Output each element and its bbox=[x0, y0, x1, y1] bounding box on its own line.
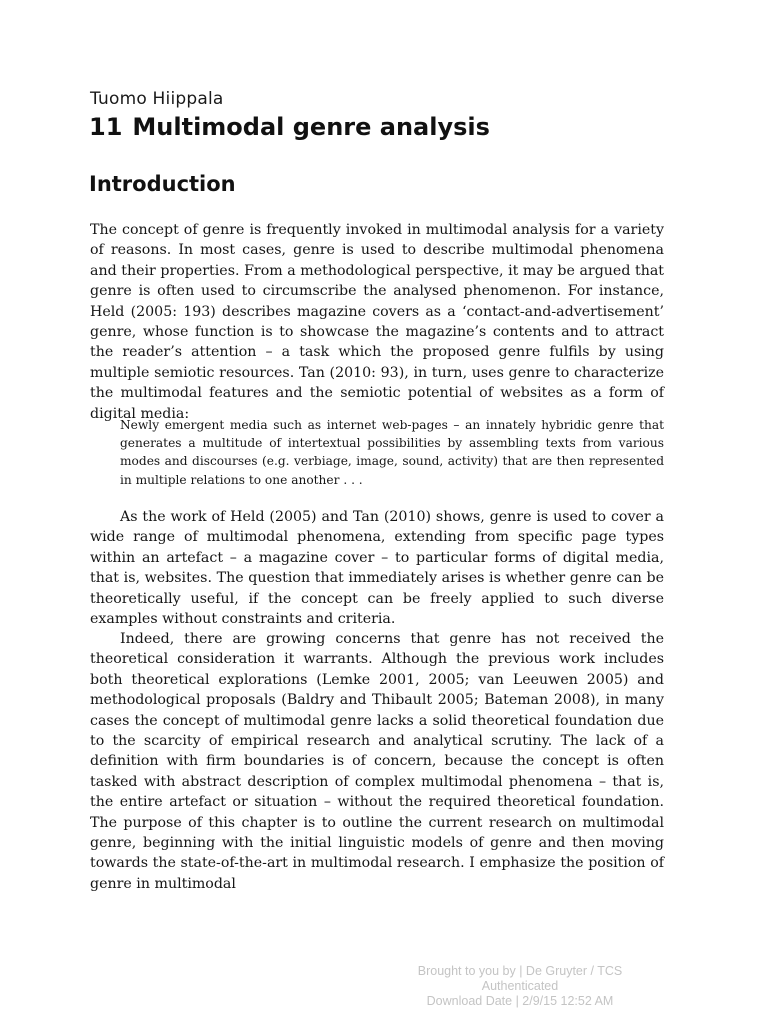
paragraph-3: Indeed, there are growing concerns that genre has not received the theoretical consideration it warrants. Although the previous work includes both theoretical explorations (Lemke 2001, 2005; van Leeuwen 2005) and methodological proposals (Baldry and Thibault 2005; Bateman 2008), in many cases the concept of multimodal genre lacks a solid theoretical foundation due to the scarcity of empirical research and analytical scrutiny. The lack of a definition with firm boundaries is of concern, because the concept is often tasked with abstract description of complex multimodal phenomena – that is, the entire artefact or situation – without the required theoretical foundation. The purpose of this chapter is to outline the current research on multimodal genre, beginning with the initial linguistic models of genre and then moving towards the state-of-the-art in multimodal research. I emphasize the position of genre in multimodal bbox=[90, 631, 664, 892]
paragraph-2: As the work of Held (2005) and Tan (2010) shows, genre is used to cover a wide range of multimodal phenomena, extending from specific page types within an artefact – a magazine cover – to particular forms of digital media, that is, websites. The question that immediately arises is whether genre can be theoretically useful, if the concept can be freely applied to such diverse examples without constraints and criteria. bbox=[90, 509, 664, 628]
block-quote: Newly emergent media such as internet web-pages – an innately hybridic genre that generates a multitude of intertextual possibilities by assembling texts from various modes and discourses (e.g. verbiage, image, sound, activity) that are then represented in multiple relations to one another . . . bbox=[120, 418, 664, 487]
paragraph-1: The concept of genre is frequently invoked in multimodal analysis for a variety of reasons. In most cases, genre is used to describe multimodal phenomena and their properties. From a methodological perspective, it may be argued that genre is often used to circumscribe the analysed phenomenon. For instance, Held (2005: 193) describes magazine covers as a ‘contact-and-advertisement’ genre, whose function is to showcase the magazine’s contents and to attract the reader’s attention – a task which the proposed genre fulfils by using multiple semiotic resources. Tan (2010: 93), in turn, uses genre to characterize the multimodal features and the semiotic potential of websites as a form of digital media: bbox=[90, 222, 664, 422]
chapter-title-text: Multimodal genre analysis bbox=[132, 113, 490, 141]
chapter-number: 11 bbox=[89, 113, 123, 141]
section-heading: Introduction bbox=[89, 172, 236, 196]
download-watermark bbox=[400, 964, 640, 1009]
watermark-line-3: Download Date | 2/9/15 12:52 AM bbox=[426, 994, 614, 1008]
watermark-line-1: Brought to you by | De Gruyter / TCS bbox=[417, 964, 623, 978]
author-name: Tuomo Hiippala bbox=[90, 89, 224, 109]
watermark-line-2: Authenticated bbox=[481, 979, 559, 993]
chapter-title bbox=[89, 113, 490, 141]
